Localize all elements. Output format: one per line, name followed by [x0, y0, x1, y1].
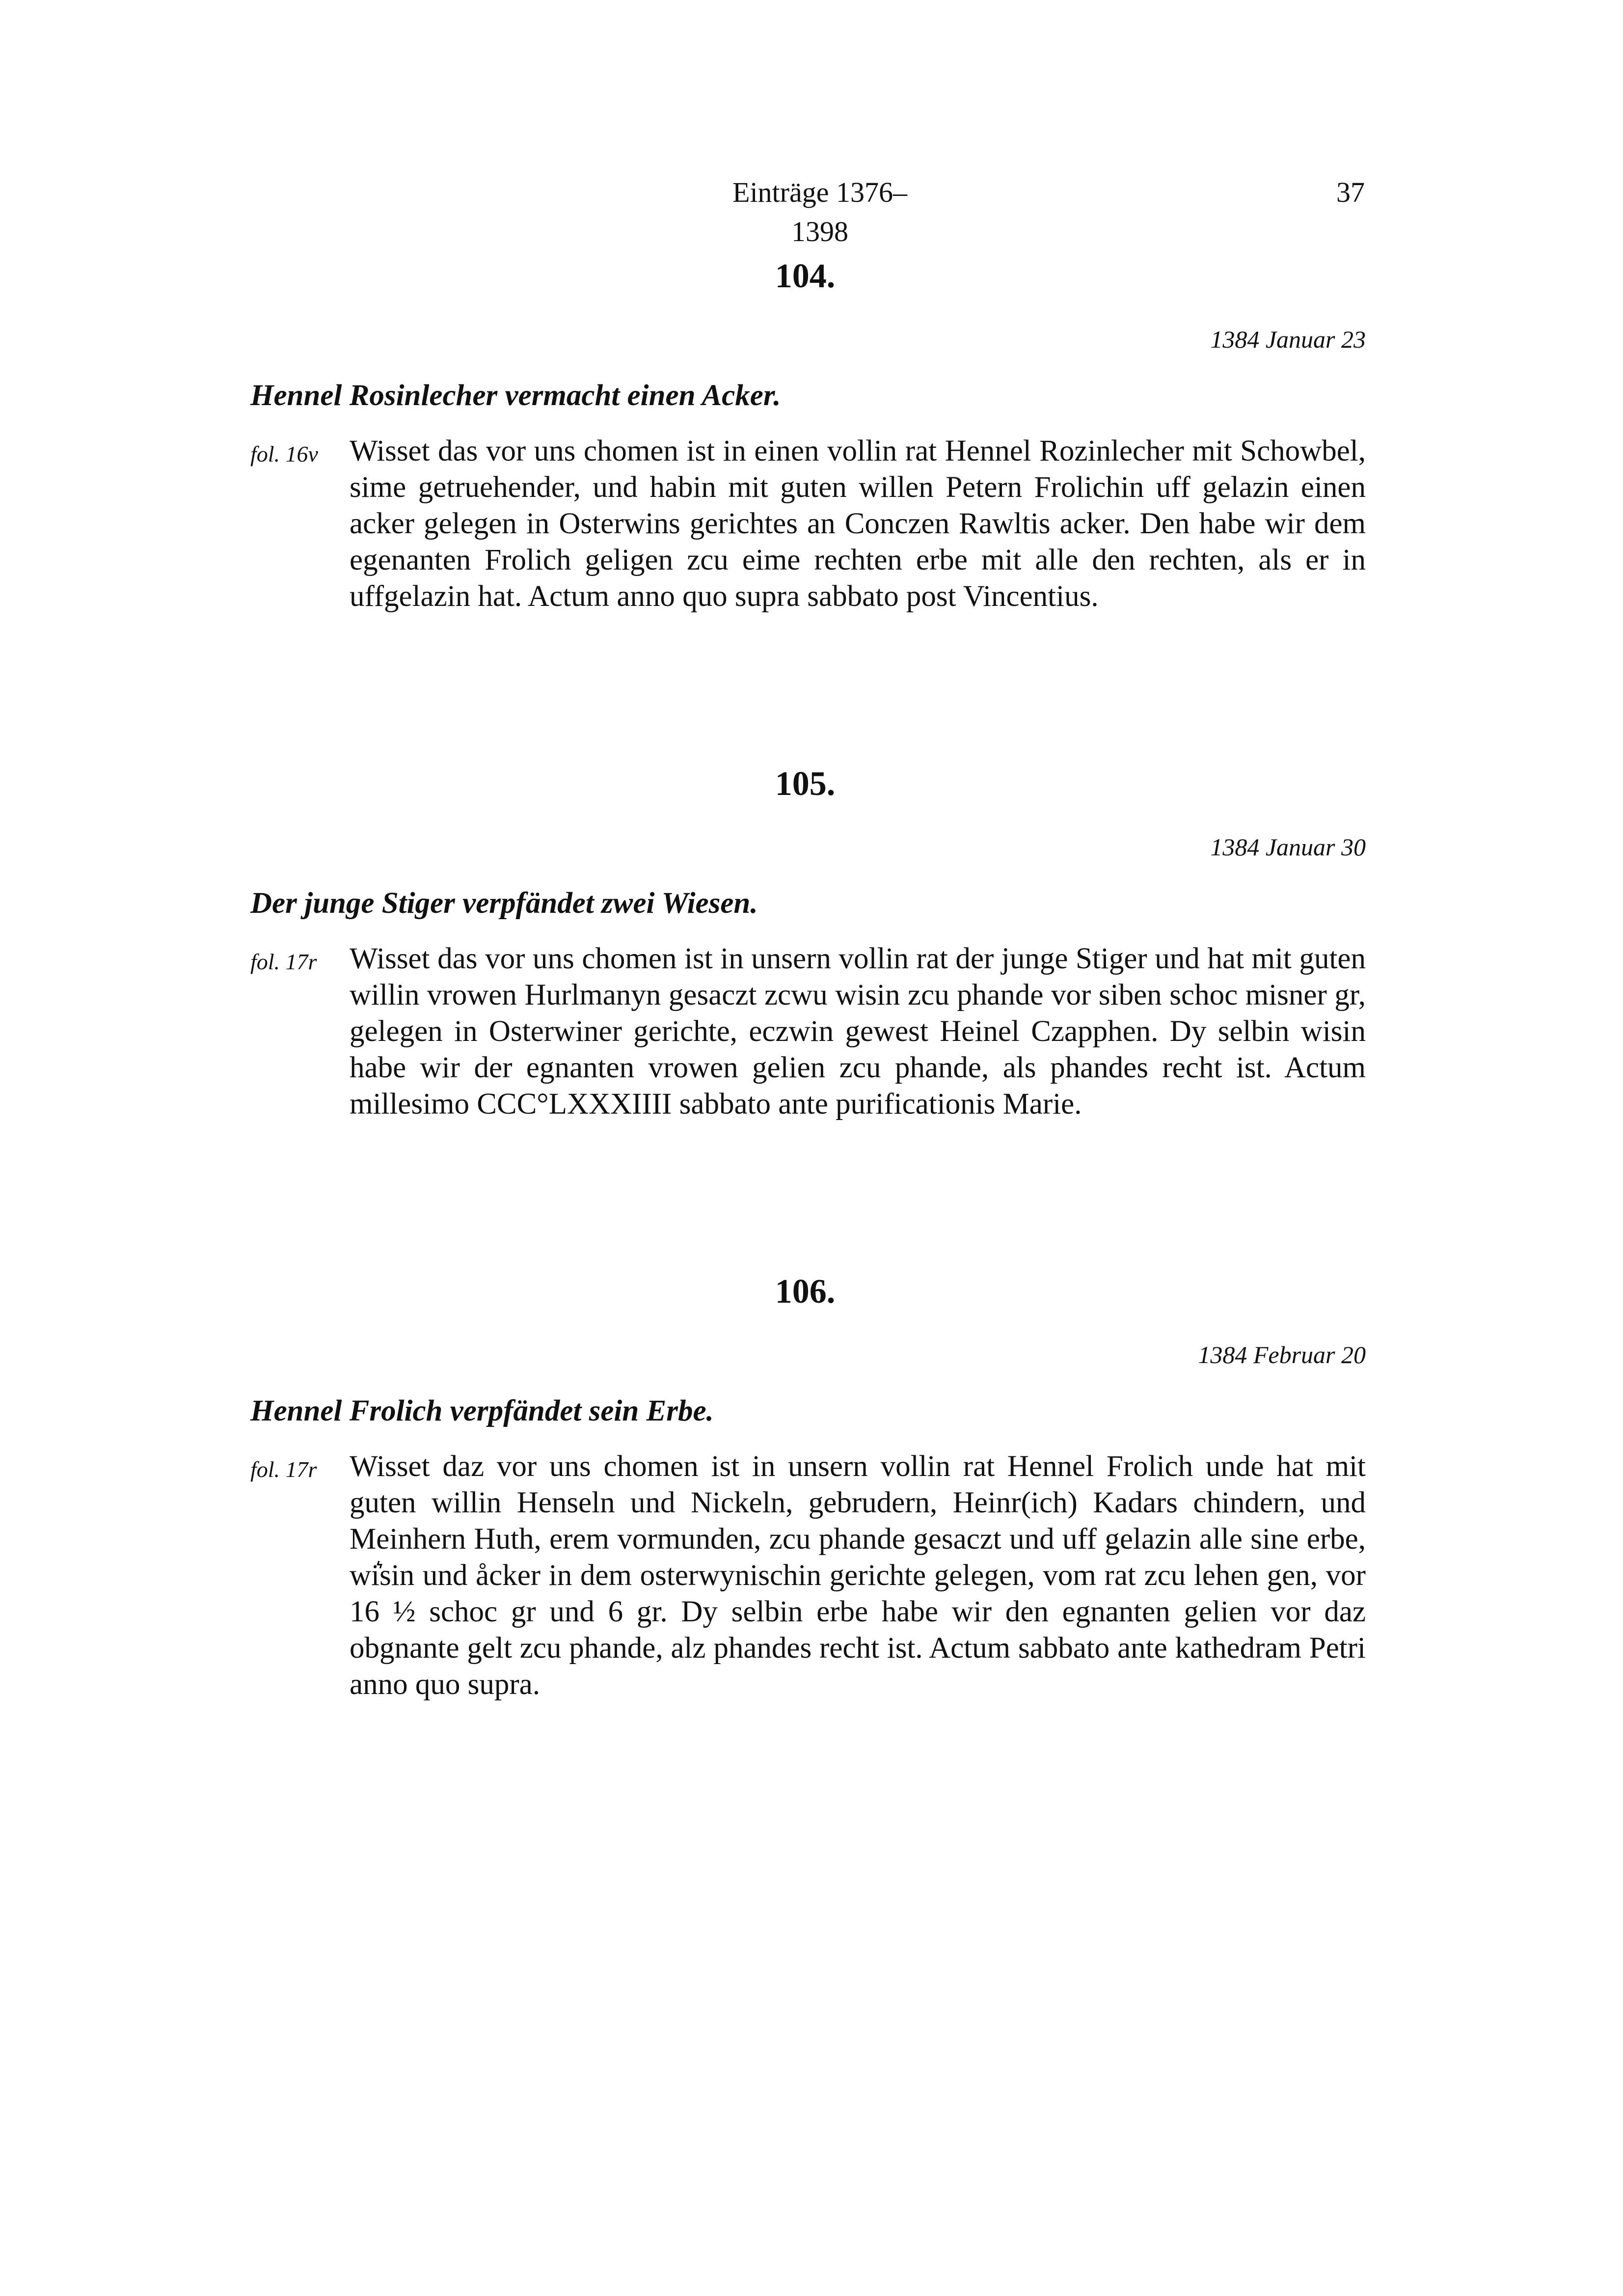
folio-reference: fol. 17r	[250, 949, 317, 974]
entry-text: Wisset das vor uns chomen ist in einen vollin rat Hennel Rozinlecher mit Schowbel, sime getruehender, und habin mit guten willen Petern Frolichin uff gelazin einen acker gelegen in Osterwins gerichtes an Conczen Rawltis acker. Den habe wir dem egenanten Frolich geligen zcu eime rechten erbe mit alle den rechten, als er in uffgelazin hat. Actum anno quo supra sabbato post Vincentius.	[350, 435, 1366, 613]
entry-106	[0, 1270, 1623, 1712]
entry-number: 106.	[775, 1273, 836, 1311]
running-head: Einträge 1376–1398	[732, 176, 907, 247]
folio-reference: fol. 16v	[250, 441, 318, 466]
entry-date: 1384 Januar 23	[1210, 326, 1366, 353]
entry-105	[0, 762, 1623, 1204]
page-number: 37	[1336, 176, 1365, 208]
entry-title: Hennel Rosinlecher vermacht einen Acker.	[250, 379, 781, 412]
folio-reference: fol. 17r	[250, 1457, 317, 1482]
entry-number: 105.	[775, 765, 836, 803]
entry-date: 1384 Januar 30	[1210, 833, 1366, 861]
entry-date: 1384 Februar 20	[1198, 1341, 1366, 1368]
entry-title: Der junge Stiger verpfändet zwei Wiesen.	[250, 887, 758, 920]
entry-text: Wisset das vor uns chomen ist in unsern vollin rat der junge Stiger und hat mit guten willin vrowen Hurlmanyn gesaczt zcwu wisin zcu phande vor siben schoc misner gr, gelegen in Osterwiner gerichte, eczwin gewest Heinel Czapphen. Dy selbin wisin habe wir der egnanten vrowen gelien zcu phande, als phandes recht ist. Actum millesimo CCC°LXXXIIII sabbato ante purificationis Marie.	[350, 942, 1366, 1121]
entry-text: Wisset daz vor uns chomen ist in unsern vollin rat Hennel Frolich unde hat mit guten willin Henseln und Nickeln, gebrudern, Heinr(ich) Kadars chindern, und Meinhern Huth, erem vormunden, zcu phande gesaczt und uff gelazin alle sine erbe, wi͛sin und åcker in dem osterwynischin gerichte gelegen, vom rat zcu lehen gen, vor 16 ½ schoc gr und 6 gr. Dy selbin erbe habe wir den egnanten gelien vor daz obgnante gelt zcu phande, alz phandes recht ist. Actum sabbato ante kathedram Petri anno quo supra.	[350, 1450, 1366, 1701]
entry-104	[0, 254, 1623, 696]
entry-title: Hennel Frolich verpfändet sein Erbe.	[250, 1394, 714, 1427]
entry-number: 104.	[775, 257, 836, 295]
